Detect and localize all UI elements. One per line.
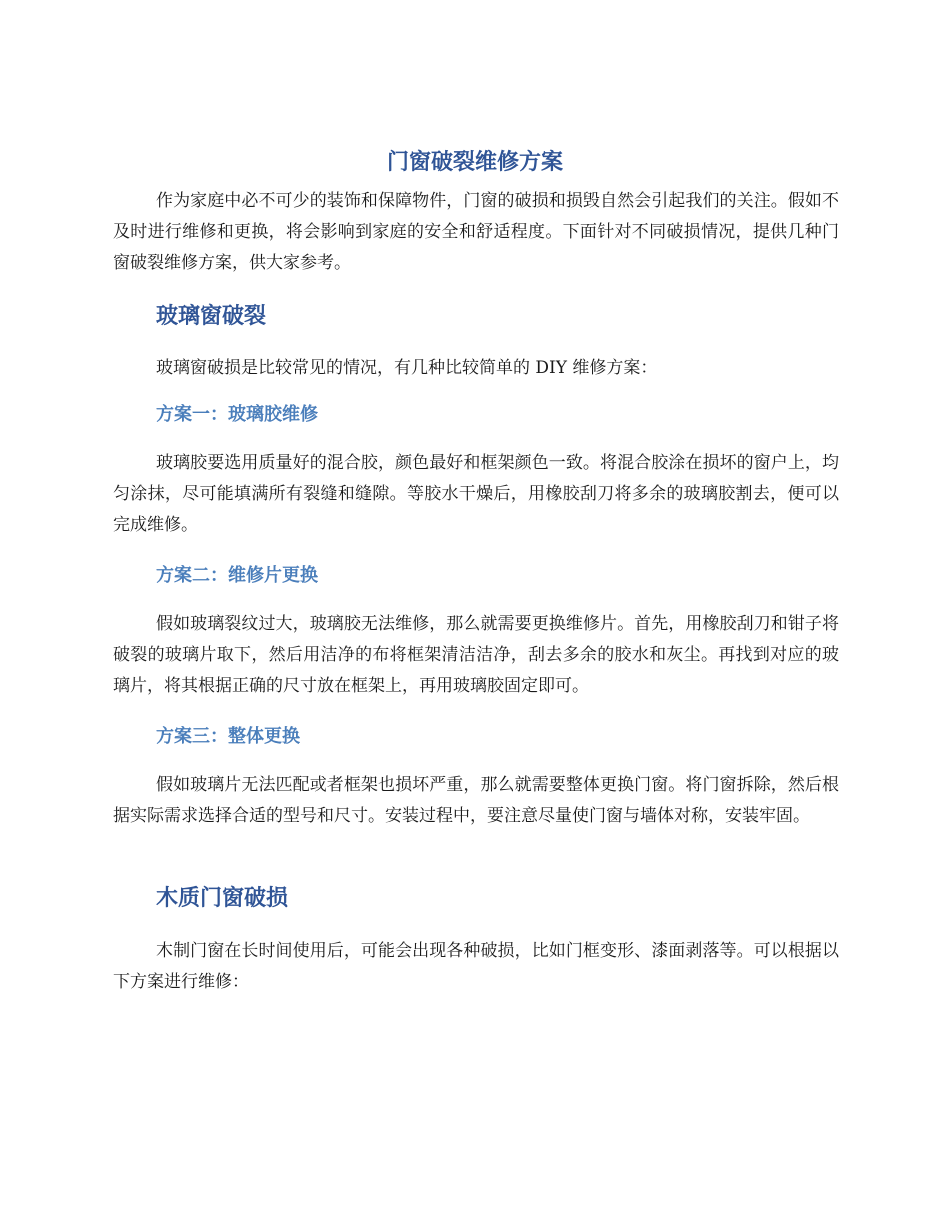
plan2-heading: 方案二：维修片更换 [156,565,318,586]
plan2-paragraph: 假如玻璃裂纹过大，玻璃胶无法维修，那么就需要更换维修片。首先，用橡胶刮刀和钳子将破裂的玻璃片取下，然后用洁净的布将框架清洁洁净，刮去多余的胶水和灰尘。再找到对应的玻璃片，将其根据正确的尺寸放在框架上，再用玻璃胶固定即可。 [113,614,839,696]
plan1-paragraph: 玻璃胶要选用质量好的混合胶，颜色最好和框架颜色一致。将混合胶涂在损坏的窗户上，均匀涂抹，尽可能填满所有裂缝和缝隙。等胶水干燥后，用橡胶刮刀将多余的玻璃胶割去，便可以完成维修。 [113,453,839,535]
section-heading-glass: 玻璃窗破裂 [156,304,267,329]
section-heading-wood: 木质门窗破损 [156,886,289,911]
glass-intro-paragraph: 玻璃窗破损是比较常见的情况，有几种比较简单的 DIY 维修方案： [156,358,658,378]
plan1-heading: 方案一：玻璃胶维修 [156,404,318,425]
plan3-paragraph: 假如玻璃片无法匹配或者框架也损坏严重，那么就需要整体更换门窗。将门窗拆除，然后根据实际需求选择合适的型号和尺寸。安装过程中，要注意尽量使门窗与墙体对称，安装牢固。 [113,775,839,826]
document-title: 门窗破裂维修方案 [386,150,563,175]
plan3-heading: 方案三：整体更换 [156,726,300,747]
intro-paragraph: 作为家庭中必不可少的装饰和保障物件，门窗的破损和损毁自然会引起我们的关注。假如不及时进行维修和更换，将会影响到家庭的安全和舒适程度。下面针对不同破损情况，提供几种门窗破裂维修方案，供大家参考。 [113,191,839,273]
wood-intro-paragraph: 木制门窗在长时间使用后，可能会出现各种破损，比如门框变形、漆面剥落等。可以根据以下方案进行维修： [113,941,839,992]
